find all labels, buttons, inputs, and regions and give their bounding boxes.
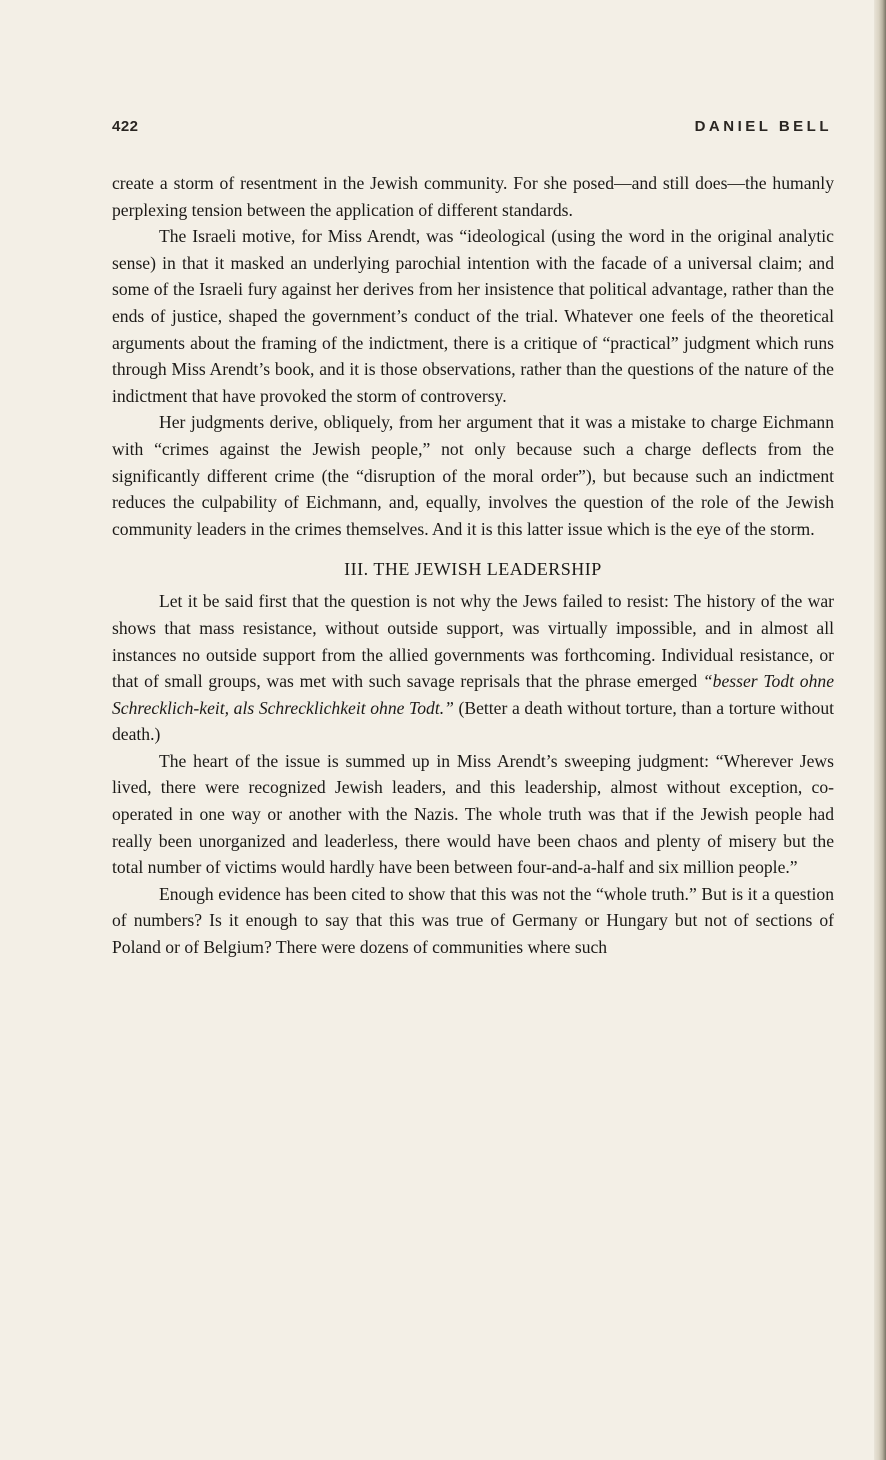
paragraph-1: create a storm of resentment in the Jewish community. For she posed—and still does—the humanly perplexing tension between the application of different standards. (112, 173, 834, 220)
paragraph-5: The heart of the issue is summed up in Miss Arendt’s sweeping judgment: “Wherever Jews lived, there were recognized Jewish leaders, and this leadership, almost without exception, co-operated in one way or another with the Nazis. The whole truth was that if the Jewish people had really been unorganized and leaderless, there would have been chaos and plenty of misery but the total number of victims would hardly have been between four-and-a-half and six million people.” (112, 750, 834, 878)
paragraph-4 (112, 588, 834, 748)
paragraph-3: Her judgments derive, obliquely, from her argument that it was a mistake to charge Eichmann with “crimes against the Jewish people,” not only because such a charge deflects from the significantly different crime (the “disruption of the moral order”), but because such an indictment reduces the culpability of Eichmann, and, equally, involves the question of the role of the Jewish community leaders in the crimes themselves. And it is this latter issue which is the eye of the storm. (112, 412, 834, 539)
page-number: 422 (112, 118, 139, 135)
running-head (112, 118, 832, 140)
paragraph-2: The Israeli motive, for Miss Arendt, was “ideological (using the word in the original analytic sense) in that it masked an underlying parochial intention with the facade of a universal claim; and some of the Israeli fury against her derives from her insistence that political advantage, rather than the ends of justice, shaped the government’s conduct of the trial. Whatever one feels of the theoretical arguments about the framing of the indictment, there is a critique of “practical” judgment which runs through Miss Arendt’s book, and it is those observations, rather than the questions of the nature of the indictment that have provoked the storm of controversy. (112, 226, 834, 406)
paragraph-4-text-a: Let it be said first that the question is not why the Jews failed to resist: The history of the war shows that mass resistance, without outside support, was virtually impossible, and in almost all instances no outside support from the allied governments was forthcoming. Individual resistance, or that of small groups, was met with such savage reprisals that the phrase emerged (112, 591, 834, 692)
running-head-author: DANIEL BELL (694, 118, 832, 135)
paragraph-6: Enough evidence has been cited to show that this was not the “whole truth.” But is it a question of numbers? Is it enough to say that this was true of Germany or Hungary but not of sections of Poland or of Belgium? There were dozens of communities where such (112, 883, 834, 958)
page-edge-shadow (874, 0, 886, 1460)
paragraph-4-text-b: (Better a death without torture, than a torture without death.) (112, 697, 835, 745)
german-phrase: “besser Todt ohne Schrecklich-keit, als Schrecklichkeit ohne Todt.” (112, 671, 835, 718)
section-heading: III. THE JEWISH LEADERSHIP (344, 559, 602, 580)
body-text (112, 170, 834, 961)
